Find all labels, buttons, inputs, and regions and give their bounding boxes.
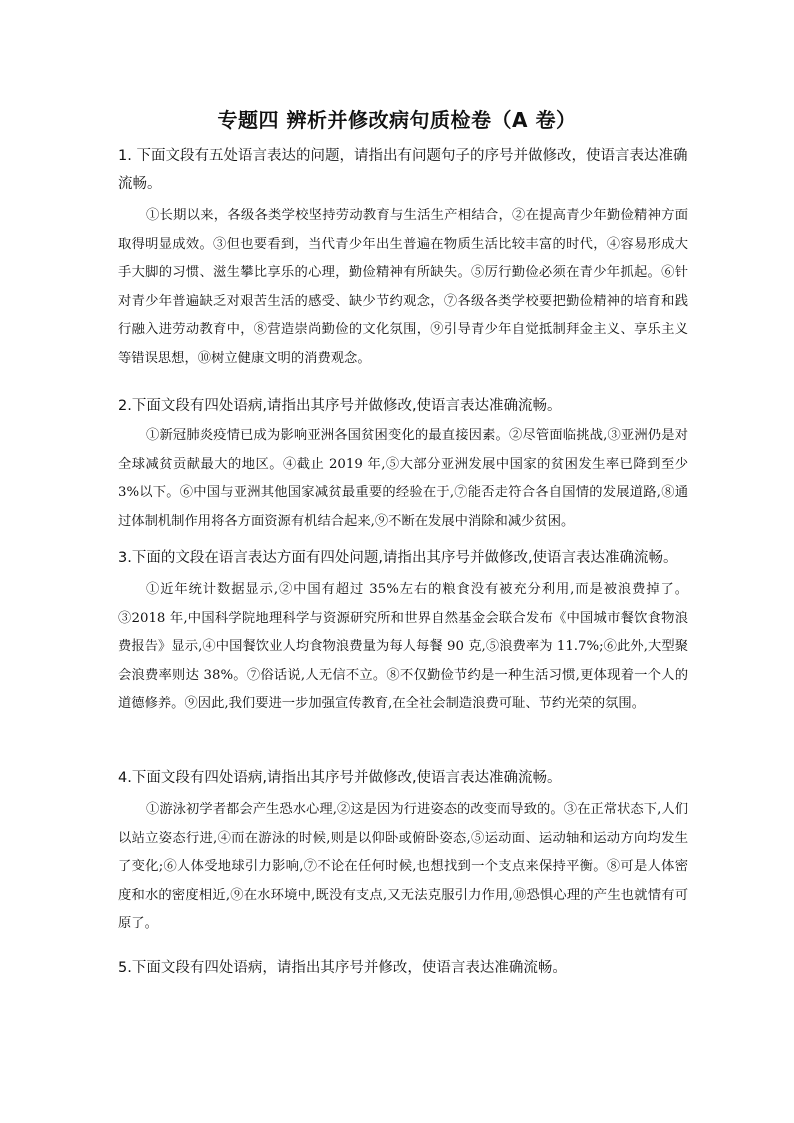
question-1-prompt: 1. 下面文段有五处语言表达的问题，请指出有问题句子的序号并做修改，使语言表达准确流畅。 — [118, 148, 688, 192]
question-3-prompt: 3.下面的文段在语言表达方面有四处问题,请指出其序号并做修改,使语言表达准确流畅。 — [118, 550, 678, 566]
question-5-prompt: 5.下面文段有四处语病，请指出其序号并修改，使语言表达准确流畅。 — [118, 960, 567, 976]
page-title: 专题四 辨析并修改病句质检卷（A 卷） — [217, 108, 577, 132]
question-4-passage: ①游泳初学者都会产生恐水心理,②这是因为行进姿态的改变而导致的。③在正常状态下,人们以站立姿态行进,④而在游泳的时候,则是以仰卧或俯卧姿态,⑤运动面、运动轴和运动方向均发生了变化;⑥人体受地球引力影响,⑦不论在任何时候,也想找到一个支点来保持平衡。⑧可是人体密度和水的密度相近,⑨在水环境中,既没有支点,又无法克服引力作用,⑩恐惧心理的产生也就情有可原了。 — [118, 802, 688, 931]
question-4-prompt: 4.下面文段有四处语病,请指出其序号并做修改,使语言表达准确流畅。 — [118, 770, 562, 786]
question-1-passage: ①长期以来，各级各类学校坚持劳动教育与生活生产相结合，②在提高青少年勤俭精神方面取得明显成效。③但也要看到，当代青少年出生普遍在物质生活比较丰富的时代，④容易形成大手大脚的习惯、滋生攀比享乐的心理，勤俭精神有所缺失。⑤厉行勤俭必须在青少年抓起。⑥针对青少年普遍缺乏对艰苦生活的感受、缺少节约观念，⑦各级各类学校要把勤俭精神的培育和践行融入进劳动教育中，⑧营造崇尚勤俭的文化氛围，⑨引导青少年自觉抵制拜金主义、享乐主义等错误思想，⑩树立健康文明的消费观念。 — [118, 208, 688, 366]
question-2-prompt: 2.下面文段有四处语病,请指出其序号并做修改,使语言表达准确流畅。 — [118, 398, 562, 414]
question-3-passage: ①近年统计数据显示,②中国有超过 35%左右的粮食没有被充分利用,而是被浪费掉了。③2018 年,中国科学院地理科学与资源研究所和世界自然基金会联合发布《中国城市餐饮食物浪费报告》显示,④中国餐饮业人均食物浪费量为每人每餐 90 克,⑤浪费率为 11.7%;⑥此外,大型聚会浪费率则达 38%。⑦俗话说,人无信不立。⑧不仅勤俭节约是一种生活习惯,更体现着一个人的道德修养。⑨因此,我们要进一步加强宣传教育,在全社会制造浪费可耻、节约光荣的氛围。 — [118, 582, 688, 711]
question-2-passage: ①新冠肺炎疫情已成为影响亚洲各国贫困变化的最直接因素。②尽管面临挑战,③亚洲仍是对全球减贫贡献最大的地区。④截止 2019 年,⑤大部分亚洲发展中国家的贫困发生率已降到至少 3%以下。⑥中国与亚洲其他国家减贫最重要的经验在于,⑦能否走符合各自国情的发展道路,⑧通过体制机制作用将各方面资源有机结合起来,⑨不断在发展中消除和减少贫困。 — [118, 428, 688, 529]
